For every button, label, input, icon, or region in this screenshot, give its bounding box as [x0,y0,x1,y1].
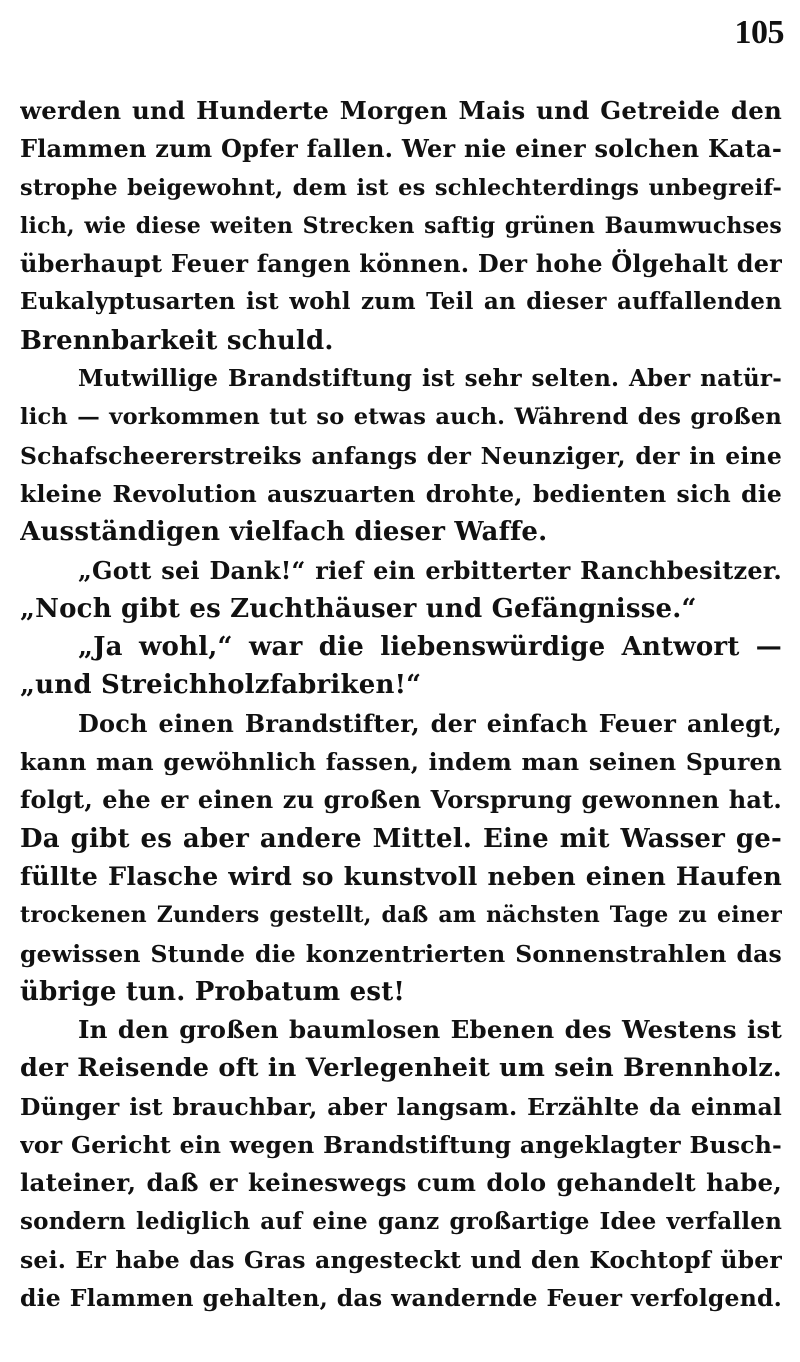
text-line: „Gott sei Dank!“ rief ein erbitterter Ranchbesitzer. [78,555,782,585]
text-line: kleine Revolution auszuarten drohte, bedienten sich die [20,479,782,508]
text-line: lich, wie diese weiten Strecken saftig grünen Baumwuchses [20,212,782,239]
text-line: strophe beigewohnt, dem ist es schlechterdings unbegreif- [20,174,782,201]
text-line: „und Streichholzfabriken!“ [20,670,422,701]
text-line: Flammen zum Opfer fallen. Wer nie einer solchen Kata- [20,134,782,164]
text-line: sondern lediglich auf eine ganz großartige Idee verfallen [20,1207,782,1235]
text-line: kann man gewöhnlich fassen, indem man seinen Spuren [20,748,782,777]
text-line: Eukalyptusarten ist wohl zum Teil an dieser auffallenden [20,288,782,316]
text-line: die Flammen gehalten, das wandernde Feuer verfolgend. [20,1284,782,1313]
text-line: Doch einen Brandstifter, der einfach Feuer anlegt, [78,708,782,738]
text-line: Da gibt es aber andere Mittel. Eine mit Wasser ge- [20,823,782,854]
text-line: Mutwillige Brandstiftung ist sehr selten. Aber natür- [78,365,782,393]
text-line: „Noch gibt es Zuchthäuser und Gefängnisse.“ [20,593,697,624]
page-number: 105 [734,14,784,51]
text-line: trockenen Zunders gestellt, daß am nächsten Tage zu einer [20,902,782,929]
text-line: übrige tun. Probatum est! [20,976,406,1007]
body-text [20,92,782,1318]
text-line: vor Gericht ein wegen Brandstiftung angeklagter Busch- [20,1131,782,1160]
text-line: gewissen Stunde die konzentrierten Sonnenstrahlen das [20,939,782,968]
text-line: sei. Er habe das Gras angesteckt und den Kochtopf über [20,1245,782,1274]
text-line: füllte Flasche wird so kunstvoll neben einen Haufen [20,861,782,892]
text-line: Ausständigen vielfach dieser Waffe. [20,517,548,548]
text-line: In den großen baumlosen Ebenen des Westens ist [78,1015,782,1045]
text-line: werden und Hunderte Morgen Mais und Getreide den [20,96,782,125]
text-line: „Ja wohl,“ war die liebenswürdige Antwort — [78,632,782,663]
text-line: lich — vorkommen tut so etwas auch. Während des großen [20,404,782,431]
text-line: Schafscheererstreiks anfangs der Neunziger, der in eine [20,441,782,470]
text-line: Dünger ist brauchbar, aber langsam. Erzählte da einmal [20,1092,782,1121]
text-line: folgt, ehe er einen zu großen Vorsprung gewonnen hat. [20,785,782,815]
text-line: Brennbarkeit schuld. [20,325,334,356]
text-line: lateiner, daß er keineswegs cum dolo gehandelt habe, [20,1168,782,1198]
text-line: der Reisende oft in Verlegenheit um sein Brennholz. [20,1053,782,1084]
text-line: überhaupt Feuer fangen können. Der hohe Ölgehalt der [20,249,782,279]
